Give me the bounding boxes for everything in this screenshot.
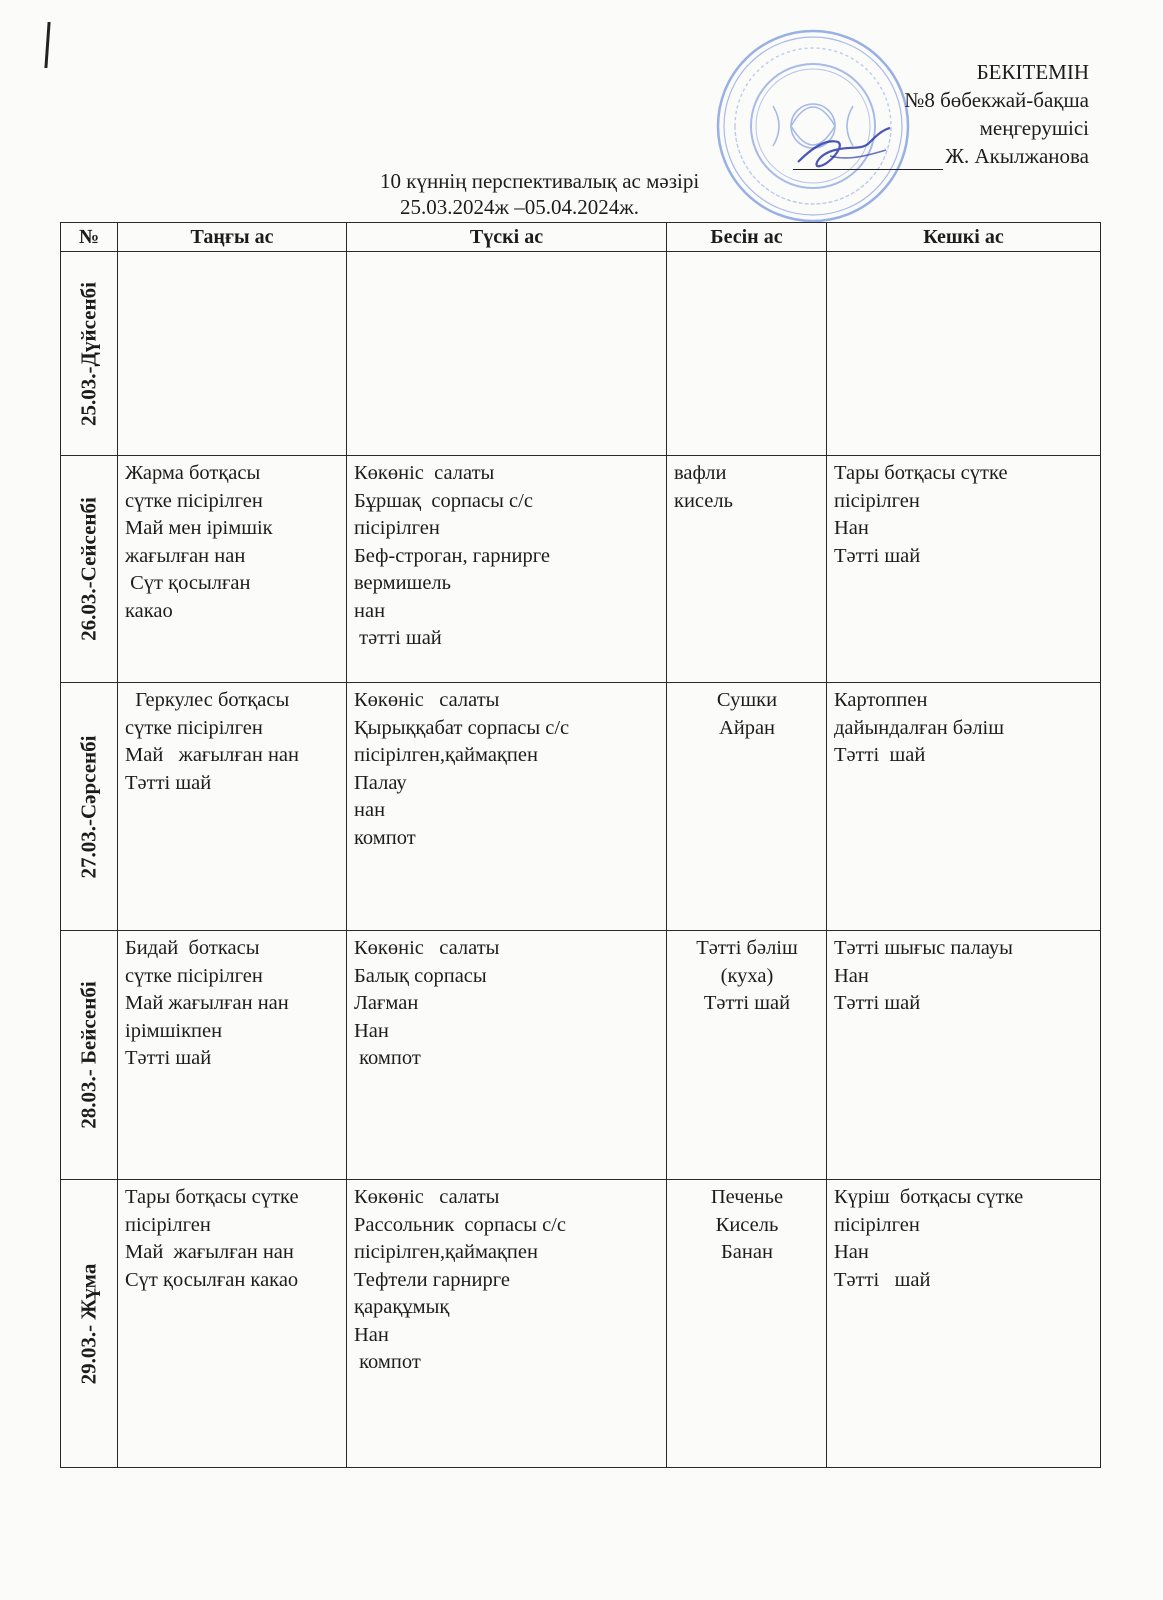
lunch-cell	[347, 931, 667, 1180]
approval-signatory	[793, 142, 1089, 170]
menu-item: ірімшікпен	[125, 1019, 223, 1042]
menu-item: нан	[354, 799, 386, 821]
approval-position: меңгерушісі	[979, 116, 1089, 140]
menu-item: Жарма ботқасы	[125, 462, 261, 484]
lunch-cell	[347, 456, 667, 683]
dinner-cell	[827, 456, 1101, 683]
dinner-cell	[827, 931, 1101, 1180]
approval-title: БЕКІТЕМІН	[976, 60, 1089, 84]
menu-item: Тәтті бәліш	[696, 937, 798, 959]
menu-item: Нан	[834, 1241, 869, 1263]
menu-item: қарақұмық	[354, 1296, 450, 1318]
dinner-cell	[827, 683, 1101, 931]
menu-item: компот	[354, 1047, 421, 1069]
header-dinner: Кешкі ас	[827, 223, 1101, 252]
menu-item: пісірілген	[354, 517, 440, 539]
day-cell	[61, 931, 118, 1180]
snack-cell	[667, 1180, 827, 1468]
menu-item: пісірілген,қаймақпен	[354, 1241, 538, 1263]
menu-item: Май жағылған нан	[125, 1241, 294, 1263]
day-cell	[61, 1180, 118, 1468]
menu-item: Кисель	[715, 1213, 779, 1236]
menu-item: нан	[354, 599, 386, 622]
menu-table	[60, 222, 1101, 1468]
menu-item: Тары ботқасы сүтке	[125, 1186, 299, 1208]
lunch-cell	[347, 252, 667, 456]
menu-item: пісірілген	[834, 489, 920, 512]
day-cell	[61, 683, 118, 931]
menu-item: жағылған нан	[125, 544, 246, 567]
breakfast-cell	[118, 931, 347, 1180]
menu-item: Тәтті шай	[834, 1268, 931, 1291]
header-breakfast: Таңғы ас	[118, 223, 347, 252]
day-cell	[61, 252, 118, 456]
menu-item: Тәтті шай	[125, 1047, 212, 1069]
menu-item: пісірілген	[125, 1213, 211, 1236]
snack-cell	[667, 683, 827, 931]
menu-item: Рассольник сорпасы с/с	[354, 1213, 566, 1236]
menu-item: Беф-строган, гарнирге	[354, 544, 550, 567]
menu-item: Айран	[718, 716, 776, 739]
table-row	[61, 683, 1101, 931]
menu-item: Нан	[354, 1019, 389, 1042]
menu-item: тәтті шай	[354, 627, 442, 649]
menu-item: компот	[354, 1351, 421, 1373]
snack-cell	[667, 456, 827, 683]
menu-item: Май мен ірімшік	[125, 517, 273, 539]
menu-item: (куха)	[720, 964, 774, 987]
menu-item: Май жағылған нан	[125, 744, 299, 766]
table-row	[61, 456, 1101, 683]
menu-item: Лағман	[354, 992, 419, 1014]
menu-item: Палау	[354, 771, 407, 794]
breakfast-cell	[118, 683, 347, 931]
signature-line	[793, 149, 943, 170]
header-snack: Бесін ас	[667, 223, 827, 252]
menu-item: Тәтті шай	[125, 771, 212, 794]
snack-cell	[667, 252, 827, 456]
menu-item: Сушки	[716, 689, 778, 711]
menu-item: Печенье	[710, 1186, 784, 1208]
menu-item: дайындалған бәліш	[834, 716, 1005, 739]
menu-item: Бұршақ сорпасы с/с	[354, 489, 533, 512]
menu-item: Көкөніс салаты	[354, 689, 500, 711]
menu-item: Тәтті шай	[834, 992, 921, 1014]
menu-item: Қырыққабат сорпасы с/с	[354, 716, 570, 739]
lunch-cell	[347, 1180, 667, 1468]
approval-block	[793, 58, 1089, 170]
menu-item: сүтке пісірілген	[125, 716, 263, 739]
menu-item: сүтке пісірілген	[125, 489, 263, 512]
menu-item: кисель	[674, 489, 733, 512]
menu-item: Май жағылған нан	[125, 992, 289, 1014]
day-label: 26.03.-Сейсенбі	[76, 497, 101, 641]
day-label: 28.03.- Бейсенбі	[76, 981, 101, 1129]
snack-cell	[667, 931, 827, 1180]
menu-item: какао	[125, 599, 173, 622]
menu-item: пісірілген	[834, 1213, 920, 1236]
document-title-text: 10 күннің перспективалық ас мәзірі	[380, 169, 700, 193]
dinner-cell	[827, 252, 1101, 456]
menu-item: Көкөніс салаты	[354, 462, 495, 484]
menu-item: Тәтті шай	[703, 992, 791, 1014]
table-row	[61, 1180, 1101, 1468]
day-label: 25.03.-Дүйсенбі	[76, 281, 101, 426]
day-label: 29.03.- Жұма	[76, 1263, 101, 1384]
menu-item: Банан	[721, 1241, 773, 1263]
menu-item: Көкөніс салаты	[354, 1186, 500, 1208]
table-row	[61, 931, 1101, 1180]
breakfast-cell	[118, 252, 347, 456]
menu-item: вафли	[674, 462, 727, 484]
menu-item: Нан	[834, 964, 869, 987]
document-title	[380, 168, 699, 220]
menu-item: Балық сорпасы	[354, 964, 487, 987]
menu-item: Көкөніс салаты	[354, 937, 500, 959]
menu-item: Тәтті шығыс палауы	[834, 937, 1013, 959]
menu-item: сүтке пісірілген	[125, 964, 263, 987]
lunch-cell	[347, 683, 667, 931]
table-header-row	[61, 223, 1101, 252]
menu-item: Тәтті шай	[834, 744, 926, 766]
menu-item: Тәтті шай	[834, 544, 921, 567]
breakfast-cell	[118, 456, 347, 683]
header-lunch: Түскі ас	[347, 223, 667, 252]
day-cell	[61, 456, 118, 683]
menu-item: Нан	[834, 517, 869, 539]
dinner-cell	[827, 1180, 1101, 1468]
header-number: №	[61, 223, 118, 252]
scan-edge-mark	[44, 22, 50, 68]
menu-item: Картоппен	[834, 689, 928, 711]
menu-item: Сүт қосылған	[125, 572, 251, 594]
day-label: 27.03.-Сәрсенбі	[76, 735, 101, 878]
menu-item: Сүт қосылған какао	[125, 1268, 299, 1291]
document-dates: 25.03.2024ж –05.04.2024ж.	[400, 195, 640, 219]
approval-name: Ж. Акылжанова	[945, 144, 1089, 168]
table-row	[61, 252, 1101, 456]
breakfast-cell	[118, 1180, 347, 1468]
menu-item: вермишель	[354, 572, 452, 594]
menu-item: Күріш ботқасы сүтке	[834, 1186, 1024, 1208]
approval-org: №8 бөбекжай-бақша	[904, 88, 1089, 112]
table-body	[61, 252, 1101, 1468]
menu-item: компот	[354, 826, 416, 849]
menu-item: Тефтели гарнирге	[354, 1268, 510, 1291]
menu-item: Нан	[354, 1323, 389, 1346]
menu-item: Геркулес ботқасы	[125, 689, 290, 711]
menu-item: пісірілген,қаймақпен	[354, 744, 538, 766]
menu-item: Тары ботқасы сүтке	[834, 462, 1008, 484]
menu-item: Бидай боткасы	[125, 937, 260, 959]
